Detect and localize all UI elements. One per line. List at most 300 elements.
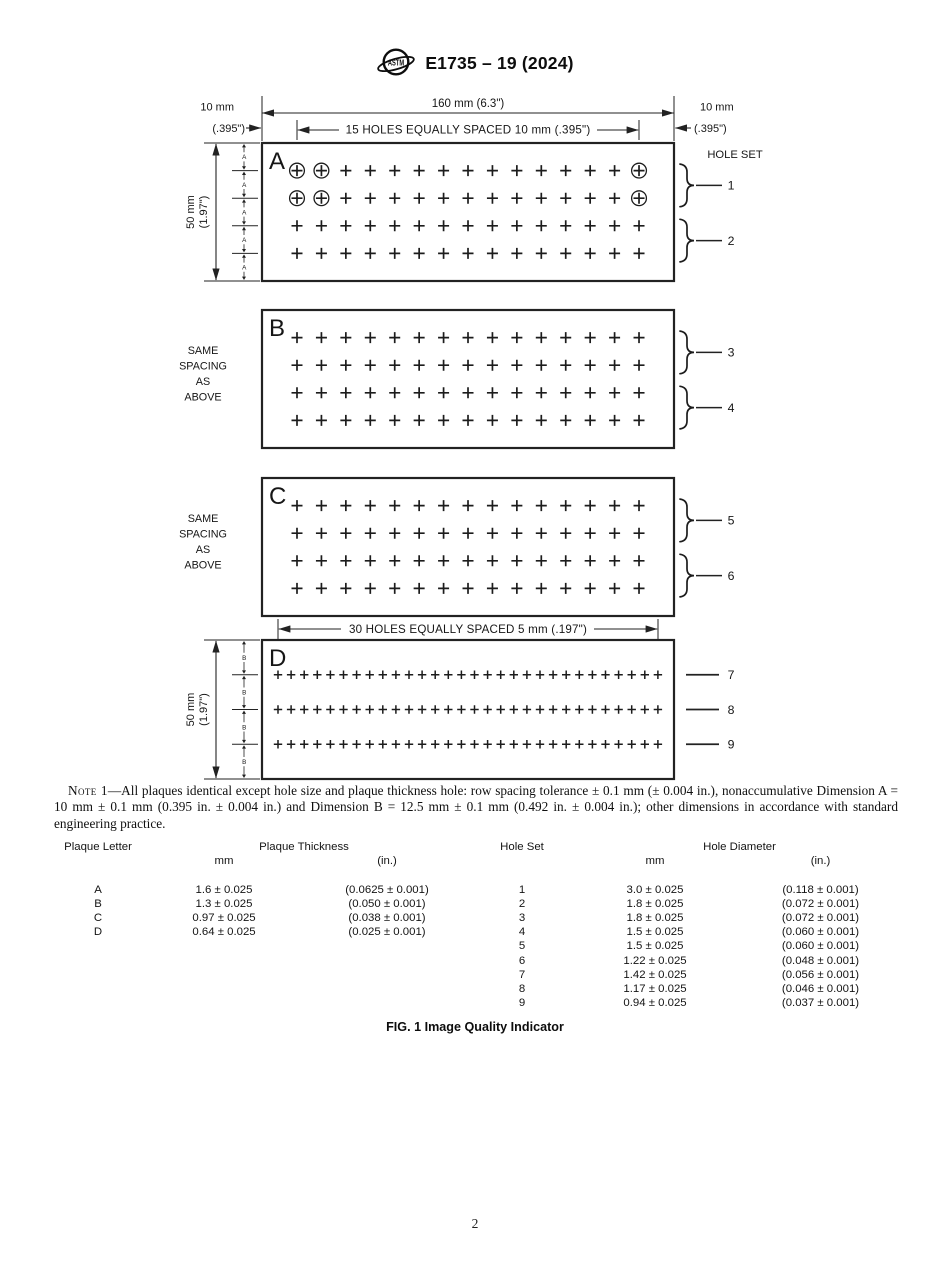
hole-marker [585,193,596,204]
plaque-letter-cell: C [93,911,103,924]
hole-marker [634,555,645,566]
hole-marker [510,705,518,713]
hole-marker [463,165,474,176]
hole-marker [536,555,547,566]
hole-marker [560,555,571,566]
hole-marker [392,705,400,713]
hole-marker [628,705,636,713]
mini-dim-letter: A [242,154,247,162]
hole-marker [536,500,547,511]
hole-marker [511,248,522,259]
col-subheader-mm: mm [645,855,665,868]
hole-marker [366,671,374,679]
hole-set-cell: 1 [518,883,526,896]
hole-set-cell: 4 [518,926,526,939]
hole-marker [609,500,620,511]
height-dim-label [185,195,210,229]
hole-marker [316,387,327,398]
hole-marker [438,415,449,426]
hole-set-brace [680,164,694,207]
hole-marker [389,583,400,594]
hole-marker [562,740,570,748]
hole-marker [340,165,351,176]
hole-marker [470,705,478,713]
circled-hole-marker [316,193,327,204]
plaque-letter-cell: D [93,926,103,939]
diameter-mm-cell: 3.0 ± 0.025 [626,883,684,896]
hole-marker [487,583,498,594]
hole-marker [560,415,571,426]
hole-marker [287,671,295,679]
hole-marker [609,583,620,594]
hole-set-number: 3 [727,345,735,360]
hole-marker [585,165,596,176]
hole-marker [585,500,596,511]
mini-dim-letter: B [242,759,247,767]
thickness-mm-cell: 1.6 ± 0.025 [195,883,253,896]
same-spacing-label: ABOVE [184,391,222,404]
note-paragraph [54,783,898,832]
hole-marker [414,583,425,594]
hole-marker [487,220,498,231]
hole-set-number: 8 [727,702,735,717]
circled-hole-marker [634,165,645,176]
plaque-a [262,143,735,281]
hole-marker [483,705,491,713]
astm-logo-text: ASTM [388,59,405,68]
hole-marker [588,740,596,748]
hole-marker [609,528,620,539]
hole-marker [536,705,544,713]
hole-marker [585,415,596,426]
hole-set-cell: 7 [518,968,526,981]
hole-marker [560,387,571,398]
hole-marker [609,220,620,231]
hole-marker [340,332,351,343]
col-subheader-mm: mm [214,855,234,868]
diameter-mm-cell: 1.17 ± 0.025 [623,982,687,995]
plaque-c [179,478,734,616]
hole-marker [487,360,498,371]
hole-set-heading: HOLE SET [707,149,763,161]
hole-marker [340,583,351,594]
diameter-in-cell: (0.072 ± 0.001) [781,911,860,924]
mini-dim-letter: B [242,654,247,662]
hole-marker [536,248,547,259]
plaque-box [262,478,674,616]
hole-marker [340,360,351,371]
hole-marker [511,528,522,539]
hole-marker [560,165,571,176]
hole-marker [389,415,400,426]
hole-marker [463,583,474,594]
hole-set-number: 2 [727,233,735,248]
hole-marker [340,387,351,398]
hole-marker [536,332,547,343]
plaque-thickness-table [55,840,467,939]
figure-caption: FIG. 1 Image Quality Indicator [386,1020,564,1034]
thickness-mm-cell: 1.3 ± 0.025 [195,897,253,910]
diameter-mm-cell: 1.42 ± 0.025 [623,968,687,981]
diameter-mm-cell: 1.8 ± 0.025 [626,911,684,924]
diameter-mm-cell: 1.8 ± 0.025 [626,897,684,910]
hole-marker [438,332,449,343]
hole-marker [274,740,282,748]
edge-margin-left-label: 10 mm [200,101,234,114]
hole-marker [326,740,334,748]
dim-arrowhead [242,740,246,743]
hole-marker [497,705,505,713]
hole-marker [560,500,571,511]
hole-marker [585,555,596,566]
hole-marker [292,555,303,566]
hole-marker [316,500,327,511]
hole-marker [414,555,425,566]
hole-marker [575,740,583,748]
hole-marker [487,248,498,259]
col-header-hole-set: Hole Set [500,841,544,853]
hole-marker [483,671,491,679]
hole-marker [414,332,425,343]
col-subheader-in: (in.) [377,855,397,868]
hole-marker [585,583,596,594]
mini-dim-letter: A [242,181,247,189]
same-spacing-label: ABOVE [184,559,222,572]
hole-marker [511,193,522,204]
hole-marker [292,360,303,371]
hole-marker [511,583,522,594]
hole-marker [585,387,596,398]
hole-marker [414,220,425,231]
hole-marker [614,740,622,748]
hole-marker [487,193,498,204]
thickness-in-cell: (0.025 ± 0.001) [348,926,426,939]
hole-marker [463,248,474,259]
hole-marker [340,528,351,539]
hole-marker [560,193,571,204]
hole-marker [609,248,620,259]
hole-marker [366,705,374,713]
hole-marker [634,528,645,539]
hole-diameter-table [470,840,905,1010]
hole-marker [654,671,662,679]
hole-marker [379,705,387,713]
hole-marker [562,705,570,713]
hole-marker [511,220,522,231]
hole-marker [487,555,498,566]
hole-marker [392,740,400,748]
hole-marker [511,555,522,566]
hole-set-number: 7 [727,668,735,683]
hole-marker [634,248,645,259]
hole-marker [300,671,308,679]
plaque-letter: C [269,483,287,510]
doc-header [0,44,950,82]
hole-marker [641,705,649,713]
hole-set-brace [680,499,694,542]
hole-marker [431,705,439,713]
hole-marker [641,740,649,748]
plaque-letter-cell: B [94,897,102,910]
hole-marker [457,671,465,679]
hole-marker [365,193,376,204]
hole-set-brace [680,331,694,374]
overall-width-label: 160 mm (6.3") [431,98,505,110]
hole-marker [614,671,622,679]
hole-marker [536,165,547,176]
hole-marker [292,415,303,426]
hole-marker [444,740,452,748]
hole-marker [438,220,449,231]
same-spacing-label: SAME [187,513,219,525]
note-label: Note 1 [68,783,108,798]
hole-marker [438,193,449,204]
hole-marker [654,705,662,713]
dim-arrowhead [242,194,246,197]
plaque-letter: B [269,315,286,342]
hole-marker [560,528,571,539]
hole-marker [389,387,400,398]
hole-marker [585,528,596,539]
dim-arrowhead [242,277,246,280]
hole-marker [418,705,426,713]
hole-marker [457,740,465,748]
dim-arrowhead [242,221,246,224]
hole-marker [536,387,547,398]
hole-marker [609,415,620,426]
hole-marker [316,332,327,343]
hole-set-cell: 3 [518,911,526,924]
diameter-mm-cell: 1.22 ± 0.025 [623,954,687,967]
hole-marker [536,528,547,539]
hole-set-number: 6 [727,568,735,583]
hole-marker [560,220,571,231]
plaque-d [262,640,735,779]
mini-dim-letter: A [242,237,247,244]
hole-marker [641,671,649,679]
hole-marker [389,193,400,204]
hole-marker [444,705,452,713]
dim-arrowhead [242,705,246,708]
hole-marker [326,705,334,713]
hole-marker [562,671,570,679]
thickness-mm-cell: 0.64 ± 0.025 [192,926,256,939]
diameter-in-cell: (0.060 ± 0.001) [781,940,860,953]
hole-marker [316,415,327,426]
col-header-plaque-thickness: Plaque Thickness [259,841,349,853]
hole-set-cell: 8 [518,982,526,995]
hole-marker [634,220,645,231]
hole-marker [292,332,303,343]
figure-diagram [0,88,950,788]
hole-marker [523,705,531,713]
hole-set-brace [680,386,694,429]
hole-marker [523,671,531,679]
hole-marker [313,705,321,713]
hole-marker [634,500,645,511]
hole-marker [510,671,518,679]
hole-marker [389,220,400,231]
hole-marker [585,360,596,371]
hole-marker [340,248,351,259]
plaque-box [262,310,674,448]
hole-marker [414,415,425,426]
hole-marker [316,555,327,566]
hole-marker [634,332,645,343]
hole-marker [414,387,425,398]
hole-marker [536,583,547,594]
hole-marker [326,671,334,679]
hole-marker [365,165,376,176]
hole-marker [497,740,505,748]
hole-marker [536,193,547,204]
hole-marker [438,387,449,398]
hole-marker [379,740,387,748]
height-dim-line2: (1.97") [198,693,210,726]
hole-marker [352,705,360,713]
hole-marker [287,705,295,713]
hole-marker [609,387,620,398]
hole-marker [292,583,303,594]
hole-marker [536,415,547,426]
hole-marker [431,671,439,679]
hole-marker [379,671,387,679]
hole-marker [470,740,478,748]
hole-marker [339,705,347,713]
circled-hole-marker [292,165,303,176]
hole-marker [414,528,425,539]
col-header-plaque-letter: Plaque Letter [64,841,132,853]
hole-marker [523,740,531,748]
hole-marker [601,740,609,748]
hole-marker [414,360,425,371]
height-dim-line1: 50 mm [185,692,197,727]
hole-marker [316,583,327,594]
hole-marker [487,415,498,426]
hole-marker [438,583,449,594]
hole-marker [365,583,376,594]
thickness-in-cell: (0.0625 ± 0.001) [345,883,429,896]
hole-marker [588,671,596,679]
hole-marker [365,360,376,371]
hole-marker [365,500,376,511]
plaque-letter: D [269,645,287,672]
hole-marker [316,528,327,539]
hole-marker [438,360,449,371]
dim-arrowhead [242,249,246,252]
hole-marker [414,500,425,511]
hole-marker [601,705,609,713]
plaque-letter-cell: A [94,883,102,896]
col-subheader-in: (in.) [810,855,831,868]
hole-marker [511,332,522,343]
same-spacing-label: SAME [187,345,219,357]
diameter-mm-cell: 0.94 ± 0.025 [623,997,687,1010]
height-dim-line1: 50 mm [185,195,197,229]
hole-marker [316,220,327,231]
hole-marker [340,193,351,204]
thickness-mm-cell: 0.97 ± 0.025 [192,911,256,924]
thickness-in-cell: (0.038 ± 0.001) [348,911,426,924]
hole-marker [463,555,474,566]
bottom-spacing-dimension [278,619,658,639]
hole-marker [300,740,308,748]
hole-marker [560,360,571,371]
circled-hole-marker [292,193,303,204]
hole-set-cell: 9 [518,997,526,1010]
col-header-hole-diameter: Hole Diameter [703,841,776,853]
hole-marker [511,165,522,176]
hole-marker [511,360,522,371]
standard-designation: E1735 – 19 (2024) [425,52,574,73]
hole-marker [549,740,557,748]
hole-marker [634,387,645,398]
hole-marker [438,555,449,566]
hole-marker [511,387,522,398]
hole-marker [438,248,449,259]
hole-marker [609,360,620,371]
hole-marker [444,671,452,679]
circled-hole-marker [634,193,645,204]
hole-marker [340,555,351,566]
hole-marker [389,555,400,566]
hole-marker [300,705,308,713]
hole-marker [487,500,498,511]
hole-marker [601,671,609,679]
hole-marker [352,671,360,679]
hole-set-brace [680,554,694,597]
mini-dim-letter: A [242,209,247,217]
hole-marker [340,220,351,231]
hole-marker [654,740,662,748]
hole-spacing-label: 15 HOLES EQUALLY SPACED 10 mm (.395") [345,123,591,137]
diameter-in-cell: (0.046 ± 0.001) [781,982,860,995]
hole-marker [414,193,425,204]
dim-arrowhead [242,166,246,169]
hole-marker [487,165,498,176]
left-dimension-b [185,640,260,779]
hole-marker [316,248,327,259]
hole-marker [292,528,303,539]
hole-marker [575,671,583,679]
hole-marker [365,555,376,566]
hole-marker [389,248,400,259]
hole-marker [463,528,474,539]
plaque-box [262,640,674,779]
hole-marker [487,387,498,398]
dim-arrowhead [242,775,246,778]
hole-marker [510,740,518,748]
hole-marker [287,740,295,748]
hole-marker [405,740,413,748]
hole-marker [536,671,544,679]
hole-marker [549,705,557,713]
diameter-mm-cell: 1.5 ± 0.025 [626,940,684,953]
hole-marker [438,165,449,176]
hole-marker [313,671,321,679]
hole-marker [292,248,303,259]
diameter-mm-cell: 1.5 ± 0.025 [626,926,684,939]
hole-marker [536,360,547,371]
same-spacing-label: SPACING [179,528,227,541]
hole-marker [463,193,474,204]
height-dim-label [185,693,210,727]
hole-marker [365,528,376,539]
hole-marker [463,220,474,231]
hole-marker [560,583,571,594]
hole-set-cell: 5 [518,940,526,953]
hole-marker [634,415,645,426]
